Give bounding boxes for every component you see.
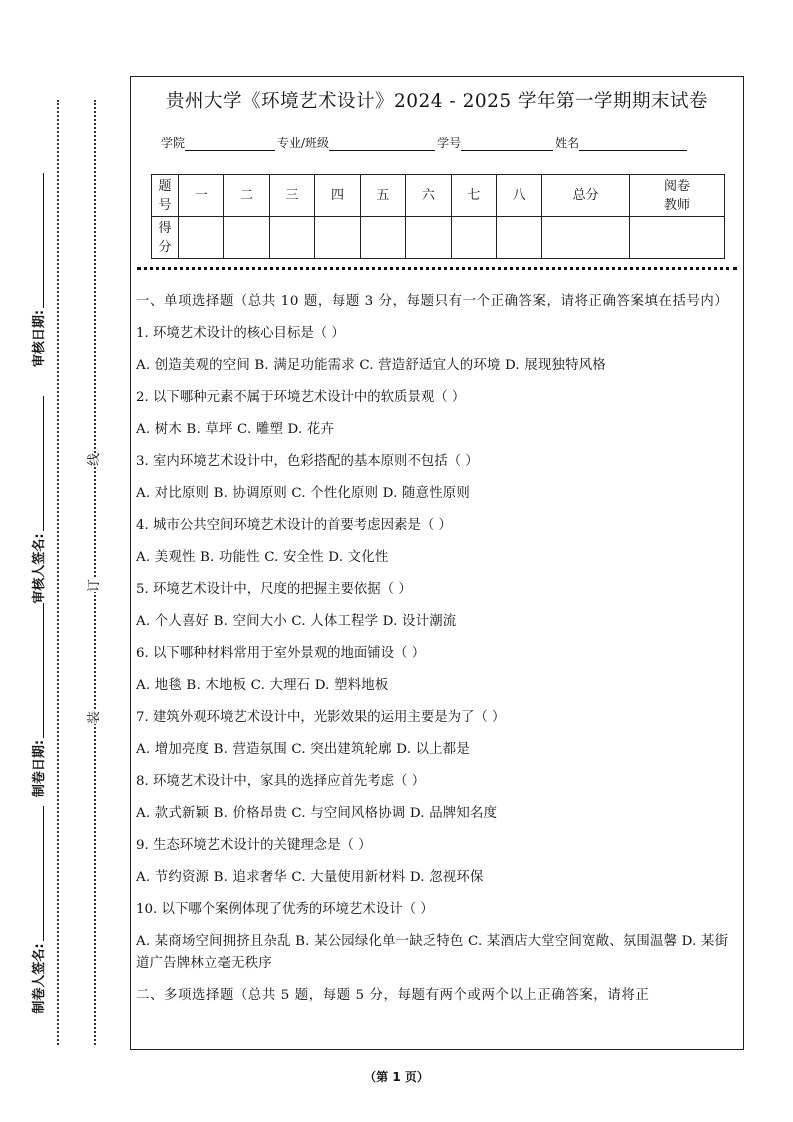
- binding-dotted-line-outer: [57, 100, 59, 1045]
- question-9: 9. 生态环境艺术设计的关键理念是（ ）: [136, 838, 372, 853]
- binding-char-zhuang: 装: [81, 711, 104, 724]
- question-2-options: A. 树木 B. 草坪 C. 雕塑 D. 花卉: [136, 422, 335, 437]
- column-5: 五: [360, 175, 405, 217]
- column-total: 总分: [542, 175, 630, 217]
- question-5-options: A. 个人喜好 B. 空间大小 C. 人体工程学 D. 设计潮流: [136, 614, 457, 629]
- section2-heading: 二、多项选择题（总共 5 题，每题 5 分，每题有两个或两个以上正确答案，请将正: [136, 988, 650, 1003]
- column-2: 二: [224, 175, 269, 217]
- exam-paper: [130, 76, 744, 1050]
- column-4: 四: [315, 175, 360, 217]
- maker-date-label: 制卷日期:: [31, 739, 47, 798]
- section1-heading: 一、单项选择题（总共 10 题，每题 3 分，每题只有一个正确答案，请将正确答案填在括号内）: [136, 294, 729, 309]
- student-id-field[interactable]: [461, 138, 553, 151]
- binding-char-xian: 线: [81, 453, 104, 466]
- column-grader: 阅卷 教师: [630, 175, 725, 217]
- score-table: [151, 174, 725, 259]
- maker-date-line: [31, 603, 44, 738]
- exam-title: 贵州大学《环境艺术设计》2024 - 2025 学年第一学期期末试卷: [165, 91, 709, 112]
- maker-sign-field[interactable]: [17, 790, 57, 1030]
- score-cell-7[interactable]: [451, 217, 496, 259]
- maker-sign-label: 制卷人签名:: [31, 943, 47, 1014]
- score-cell-8[interactable]: [496, 217, 541, 259]
- question-1: 1. 环境艺术设计的核心目标是（ ）: [136, 326, 345, 341]
- question-2: 2. 以下哪种元素不属于环境艺术设计中的软质景观（ ）: [136, 390, 466, 405]
- score-cell-5[interactable]: [360, 217, 405, 259]
- name-label: 姓名: [555, 136, 580, 150]
- score-label: 得 分: [152, 217, 179, 259]
- score-cell-6[interactable]: [406, 217, 451, 259]
- binding-char-ding: 订: [81, 579, 104, 592]
- question-10: 10. 以下哪个案例体现了优秀的环境艺术设计（ ）: [136, 902, 434, 917]
- question-3-options: A. 对比原则 B. 协调原则 C. 个性化原则 D. 随意性原则: [136, 486, 470, 501]
- column-1: 一: [179, 175, 224, 217]
- question-6-options: A. 地毯 B. 木地板 C. 大理石 D. 塑料地板: [136, 678, 389, 693]
- reviewer-date-line: [31, 173, 44, 308]
- major-label: 专业/班级: [277, 136, 330, 150]
- major-field[interactable]: [329, 138, 435, 151]
- question-7: 7. 建筑外观环境艺术设计中，光影效果的运用主要是为了（ ）: [136, 710, 506, 725]
- college-field[interactable]: [185, 138, 275, 151]
- score-cell-3[interactable]: [269, 217, 314, 259]
- student-id-label: 学号: [437, 136, 462, 150]
- question-list: [136, 323, 737, 975]
- score-cell-total[interactable]: [542, 217, 630, 259]
- maker-date-field[interactable]: [17, 580, 57, 820]
- name-field[interactable]: [579, 138, 687, 151]
- question-4-options: A. 美观性 B. 功能性 C. 安全性 D. 文化性: [136, 550, 389, 565]
- binding-margin: [0, 0, 128, 1060]
- question-8-options: A. 款式新颖 B. 价格昂贵 C. 与空间风格协调 D. 品牌知名度: [136, 806, 498, 821]
- column-8: 八: [496, 175, 541, 217]
- question-5: 5. 环境艺术设计中，尺度的把握主要依据（ ）: [136, 582, 412, 597]
- reviewer-sign-label: 审核人签名:: [31, 533, 47, 604]
- score-cell-1[interactable]: [179, 217, 224, 259]
- student-info-row: [161, 134, 689, 151]
- score-table-score-row: [152, 217, 725, 259]
- score-cell-4[interactable]: [315, 217, 360, 259]
- column-6: 六: [406, 175, 451, 217]
- question-content: [136, 291, 737, 1007]
- question-10-options: A. 某商场空间拥挤且杂乱 B. 某公园绿化单一缺乏特色 C. 某酒店大堂空间宽敞、氛围温馨 D. 某街道广告牌林立毫无秩序: [136, 934, 729, 971]
- binding-dotted-line-inner: [94, 100, 96, 1045]
- maker-sign-line: [31, 806, 44, 941]
- question-9-options: A. 节约资源 B. 追求奢华 C. 大量使用新材料 D. 忽视环保: [136, 870, 484, 885]
- reviewer-sign-line: [31, 396, 44, 531]
- reviewer-date-label: 审核日期:: [31, 309, 47, 368]
- section-divider: [137, 267, 737, 270]
- college-label: 学院: [161, 136, 186, 150]
- question-1-options: A. 创造美观的空间 B. 满足功能需求 C. 营造舒适宜人的环境 D. 展现独特风格: [136, 358, 606, 373]
- question-3: 3. 室内环境艺术设计中，色彩搭配的基本原则不包括（ ）: [136, 454, 479, 469]
- question-6: 6. 以下哪种材料常用于室外景观的地面铺设（ ）: [136, 646, 426, 661]
- score-cell-2[interactable]: [224, 217, 269, 259]
- score-cell-grader[interactable]: [630, 217, 725, 259]
- column-7: 七: [451, 175, 496, 217]
- question-8: 8. 环境艺术设计中，家具的选择应首先考虑（ ）: [136, 774, 426, 789]
- page-number: （第 1 页）: [364, 1070, 429, 1084]
- question-7-options: A. 增加亮度 B. 营造氛围 C. 突出建筑轮廓 D. 以上都是: [136, 742, 470, 757]
- column-3: 三: [269, 175, 314, 217]
- question-4: 4. 城市公共空间环境艺术设计的首要考虑因素是（ ）: [136, 518, 452, 533]
- score-table-header-row: [152, 175, 725, 217]
- reviewer-date-field[interactable]: [17, 150, 57, 390]
- question-number-label: 题 号: [152, 175, 179, 217]
